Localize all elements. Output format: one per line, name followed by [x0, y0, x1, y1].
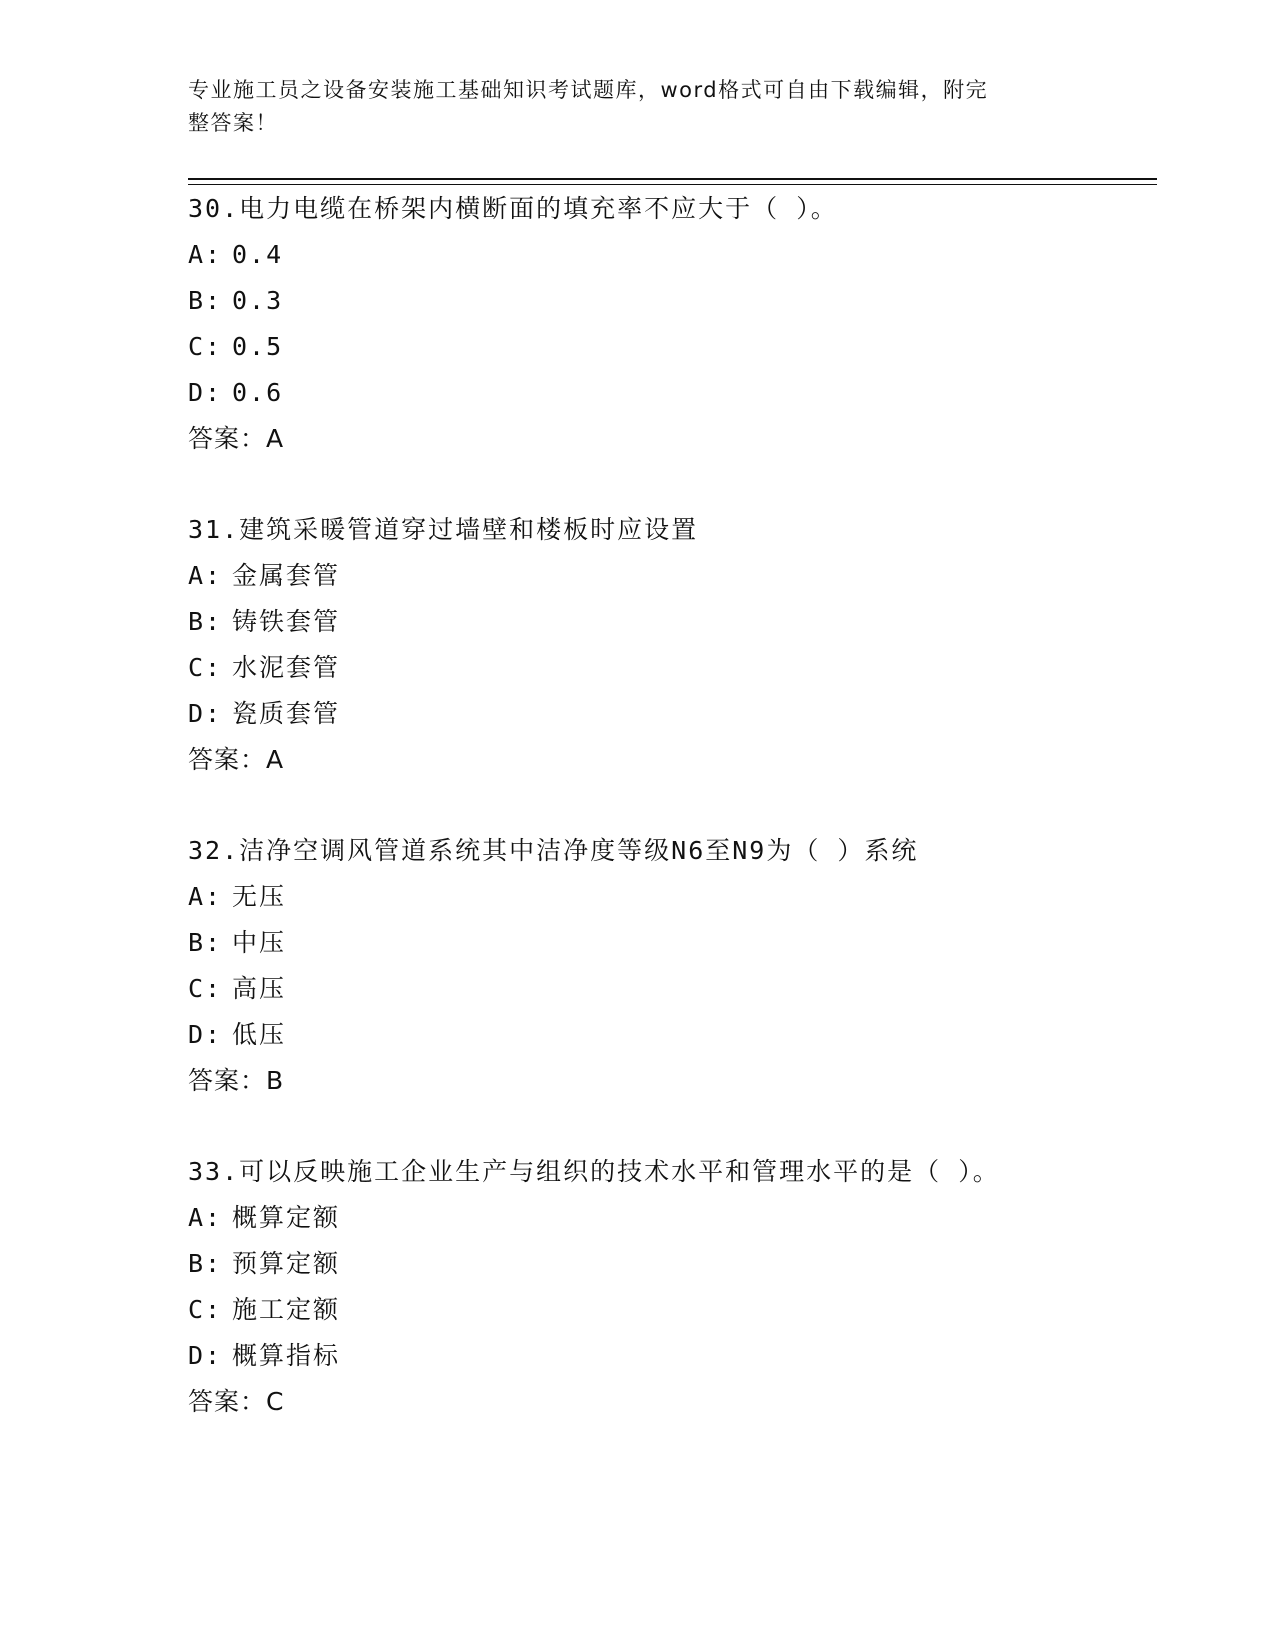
option-letter: C:	[188, 1295, 223, 1324]
option-text: 铸铁套管	[232, 607, 341, 636]
option-text: 0.5	[232, 332, 284, 361]
option-letter: C:	[188, 653, 223, 682]
option-text: 概算指标	[232, 1341, 341, 1370]
option-text: 0.3	[232, 286, 284, 315]
option-a	[188, 553, 1188, 599]
option-d	[188, 691, 1188, 737]
question-block	[188, 828, 1188, 1104]
question-block	[188, 1149, 1188, 1425]
question-block	[188, 186, 1188, 462]
answer-line: 答案：B	[188, 1066, 285, 1095]
option-c	[188, 1287, 1188, 1333]
option-text: 预算定额	[232, 1249, 341, 1278]
option-text: 高压	[232, 974, 287, 1003]
option-a	[188, 232, 1188, 278]
option-text: 水泥套管	[232, 653, 341, 682]
option-letter: D:	[188, 378, 223, 407]
option-letter: B:	[188, 928, 223, 957]
answer-line: 答案：A	[188, 424, 285, 453]
option-a	[188, 874, 1188, 920]
option-text: 中压	[232, 928, 287, 957]
option-letter: D:	[188, 699, 223, 728]
question-stem: 33.可以反映施工企业生产与组织的技术水平和管理水平的是（ ）。	[188, 1157, 1000, 1186]
option-letter: D:	[188, 1341, 223, 1370]
header-divider-thin	[188, 184, 1157, 185]
option-letter: D:	[188, 1020, 223, 1049]
option-letter: C:	[188, 332, 223, 361]
option-letter: B:	[188, 1249, 223, 1278]
option-b	[188, 1241, 1188, 1287]
question-block	[188, 507, 1188, 783]
option-text: 0.6	[232, 378, 284, 407]
option-text: 概算定额	[232, 1203, 341, 1232]
option-b	[188, 599, 1188, 645]
option-text: 瓷质套管	[232, 699, 341, 728]
option-a	[188, 1195, 1188, 1241]
option-d	[188, 1012, 1188, 1058]
question-stem: 30.电力电缆在桥架内横断面的填充率不应大于（ ）。	[188, 194, 838, 223]
option-text: 金属套管	[232, 561, 341, 590]
option-letter: B:	[188, 286, 223, 315]
option-c	[188, 324, 1188, 370]
header-line-2: 整答案！	[188, 111, 278, 135]
option-letter: A:	[188, 882, 223, 911]
answer-line: 答案：A	[188, 745, 285, 774]
option-letter: B:	[188, 607, 223, 636]
option-letter: A:	[188, 1203, 223, 1232]
document-header	[188, 74, 1088, 140]
option-c	[188, 645, 1188, 691]
option-d	[188, 370, 1188, 416]
option-c	[188, 966, 1188, 1012]
option-text: 施工定额	[232, 1295, 341, 1324]
answer-line: 答案：C	[188, 1387, 285, 1416]
option-b	[188, 920, 1188, 966]
option-letter: A:	[188, 240, 223, 269]
question-stem: 31.建筑采暖管道穿过墙壁和楼板时应设置	[188, 515, 699, 544]
option-text: 低压	[232, 1020, 287, 1049]
option-b	[188, 278, 1188, 324]
header-line-1: 专业施工员之设备安装施工基础知识考试题库，word格式可自由下载编辑，附完	[188, 78, 989, 102]
option-letter: A:	[188, 561, 223, 590]
option-d	[188, 1333, 1188, 1379]
header-divider-thick	[188, 178, 1157, 180]
question-stem: 32.洁净空调风管道系统其中洁净度等级N6至N9为（ ）系统	[188, 836, 919, 865]
option-letter: C:	[188, 974, 223, 1003]
option-text: 0.4	[232, 240, 284, 269]
option-text: 无压	[232, 882, 287, 911]
